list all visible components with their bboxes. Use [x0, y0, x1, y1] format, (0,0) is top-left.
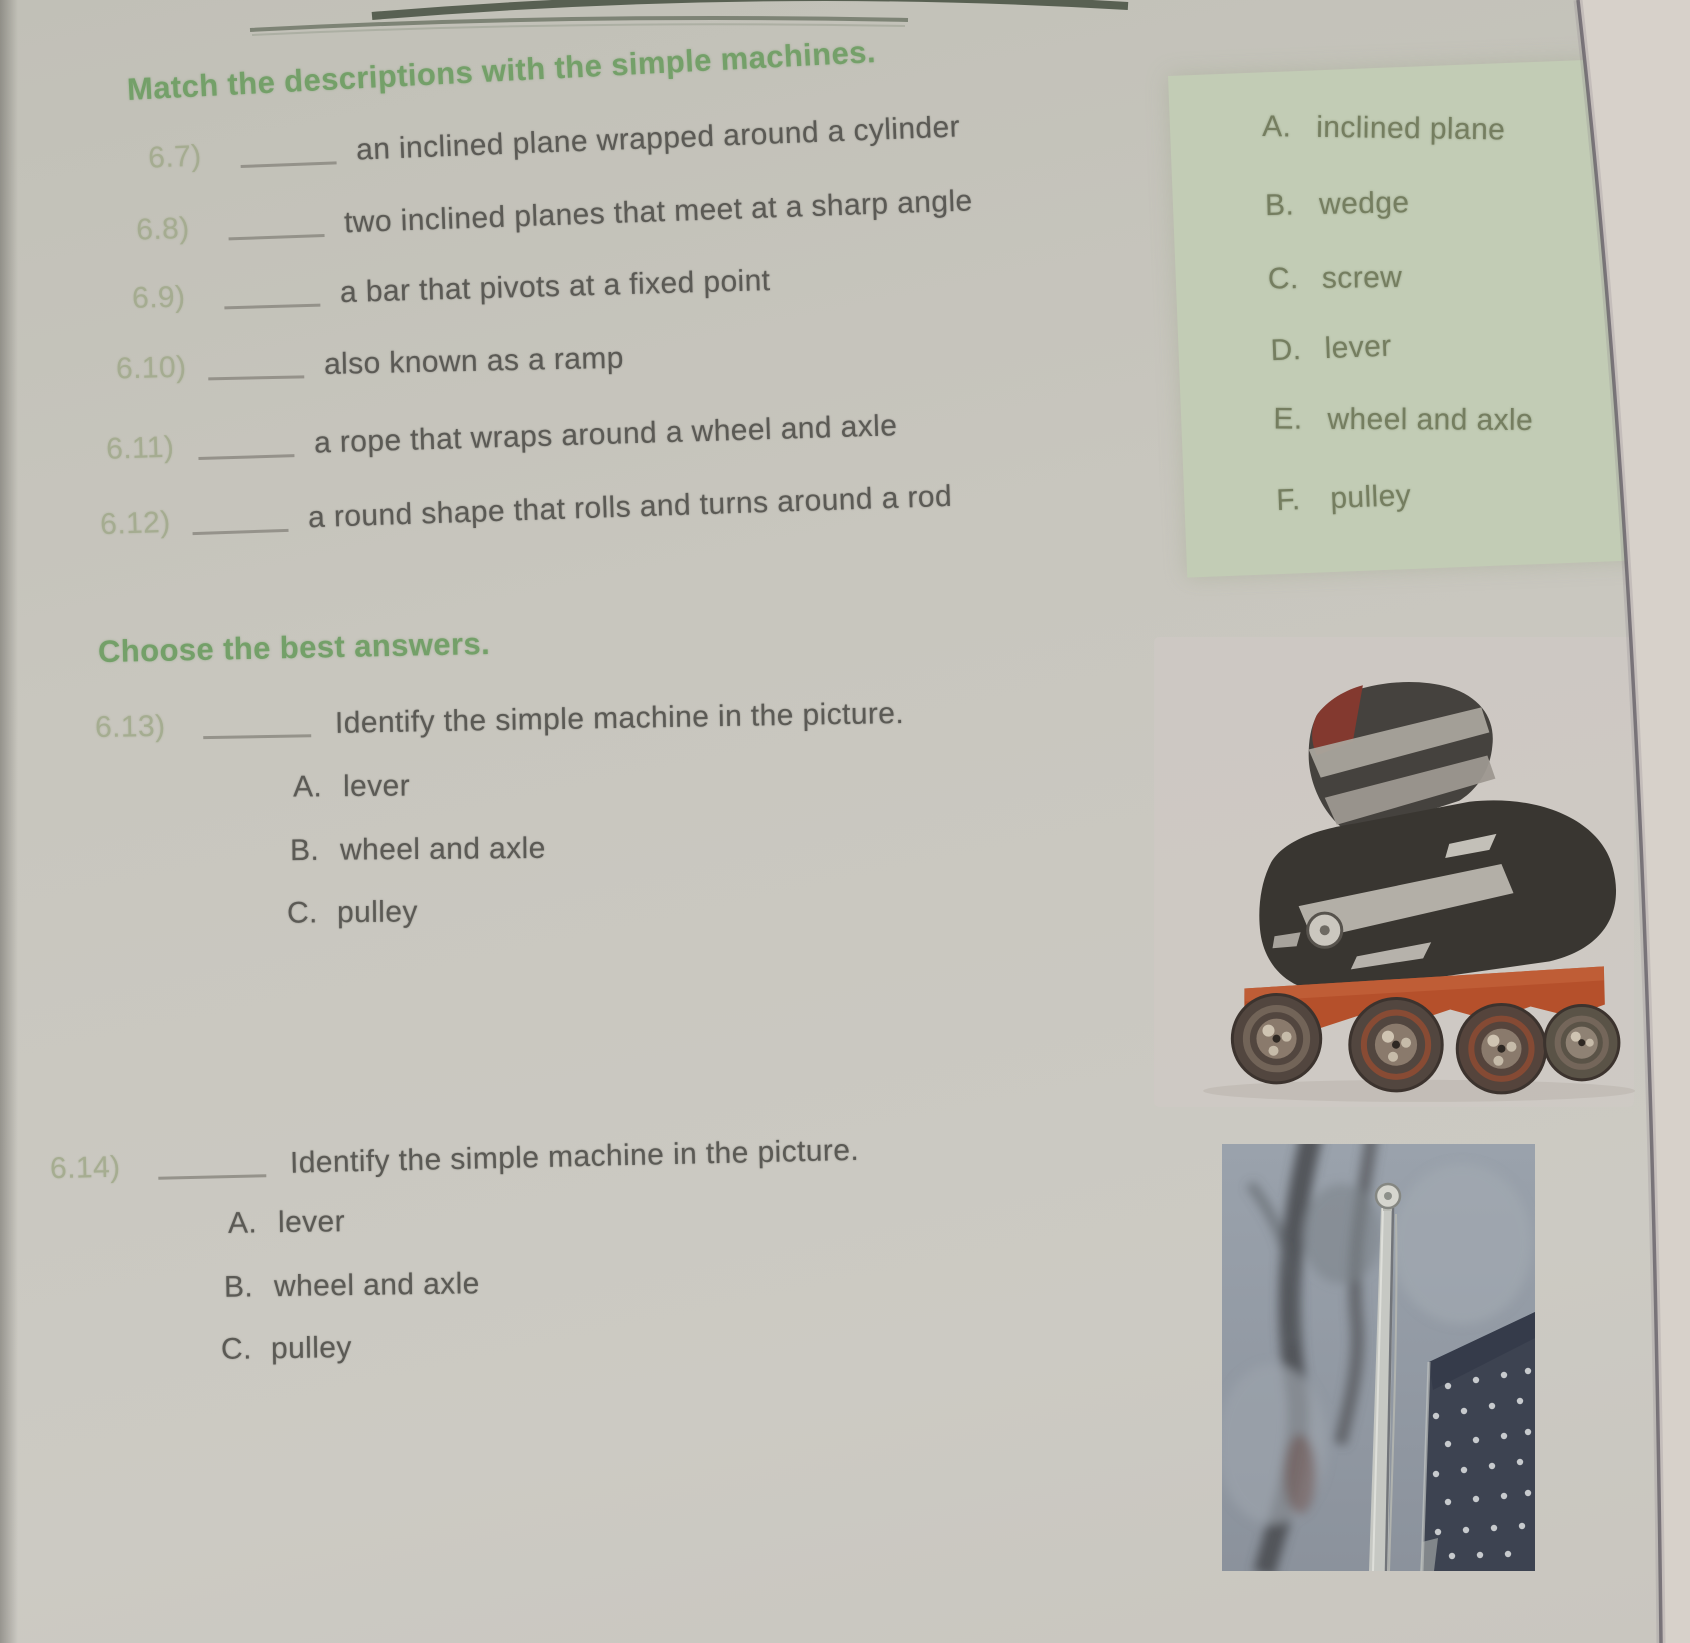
match-item-6-11 [106, 409, 898, 466]
choice-6-13-a [293, 769, 410, 804]
question-prompt: Identify the simple machine in the picture. [334, 696, 905, 740]
inline-skate-photo [1148, 636, 1640, 1110]
match-item-6-9 [132, 264, 771, 316]
option-d [1270, 330, 1392, 369]
answer-blank [203, 714, 311, 739]
question-6-13 [95, 697, 905, 745]
choice-6-14-b [224, 1267, 480, 1305]
option-label: wheel and axle [1327, 402, 1534, 437]
option-letter: C. [1267, 262, 1299, 296]
page-left-shadow [0, 0, 18, 1643]
question-text: an inclined plane wrapped around a cylinder [355, 110, 961, 167]
answer-blank [208, 355, 304, 380]
match-item-6-10 [116, 342, 624, 387]
option-label: lever [1323, 329, 1393, 366]
option-letter: F. [1275, 483, 1302, 518]
choice-label: wheel and axle [339, 831, 546, 867]
answer-blank [240, 141, 337, 168]
answer-options-box [1168, 57, 1679, 578]
option-c [1268, 261, 1403, 297]
option-label: pulley [1329, 478, 1412, 516]
choice-6-13-c [287, 895, 418, 930]
question-number: 6.8) [135, 211, 191, 247]
choice-letter: C. [286, 896, 318, 930]
option-b [1265, 186, 1410, 223]
question-number: 6.11) [105, 430, 175, 466]
answer-blank [228, 214, 325, 240]
choice-letter: A. [227, 1206, 258, 1240]
match-item-6-8 [136, 184, 973, 247]
answer-blank [192, 509, 289, 535]
option-f [1276, 479, 1412, 518]
match-item-6-7 [148, 110, 961, 175]
question-number: 6.7) [147, 139, 203, 175]
option-label: wedge [1318, 186, 1410, 221]
section-heading-match: Match the descriptions with the simple machines. [126, 34, 877, 108]
choice-letter: B. [289, 833, 320, 868]
question-text: two inclined planes that meet at a sharp angle [343, 184, 974, 240]
question-prompt: Identify the simple machine in the picture. [289, 1133, 860, 1180]
question-text: a rope that wraps around a wheel and axle [313, 409, 898, 460]
choice-label: pulley [270, 1331, 353, 1366]
option-e [1273, 403, 1533, 438]
option-a [1262, 110, 1506, 147]
choice-6-14-c [221, 1331, 352, 1367]
option-label: screw [1321, 260, 1403, 295]
section-heading-choose: Choose the best answers. [97, 625, 491, 670]
choice-6-13-b [290, 832, 546, 868]
choice-label: wheel and axle [273, 1267, 480, 1304]
question-text: a bar that pivots at a fixed point [339, 264, 771, 310]
flagpole-pulley-photo [1222, 1144, 1535, 1571]
answer-blank [198, 434, 295, 460]
choice-letter: C. [220, 1332, 253, 1366]
question-number: 6.12) [99, 505, 172, 542]
option-letter: D. [1269, 333, 1303, 368]
question-6-14 [50, 1134, 860, 1186]
answer-blank [224, 284, 321, 310]
choice-label: lever [277, 1205, 346, 1240]
question-number: 6.13) [94, 709, 166, 745]
question-text: a round shape that rolls and turns around a rod [307, 479, 953, 535]
option-letter: B. [1264, 188, 1295, 223]
match-item-6-12 [100, 480, 953, 542]
option-label: inclined plane [1315, 110, 1506, 147]
choice-label: pulley [336, 895, 418, 930]
answer-blank [158, 1154, 266, 1179]
question-number: 6.10) [115, 350, 187, 386]
choice-label: lever [342, 769, 411, 804]
option-letter: E. [1273, 402, 1303, 436]
question-number: 6.9) [131, 280, 186, 315]
question-number: 6.14) [49, 1150, 121, 1186]
choice-letter: B. [223, 1270, 254, 1304]
choice-letter: A. [292, 770, 323, 804]
question-text: also known as a ramp [323, 341, 625, 381]
choice-6-14-a [228, 1205, 345, 1241]
option-letter: A. [1261, 110, 1292, 144]
